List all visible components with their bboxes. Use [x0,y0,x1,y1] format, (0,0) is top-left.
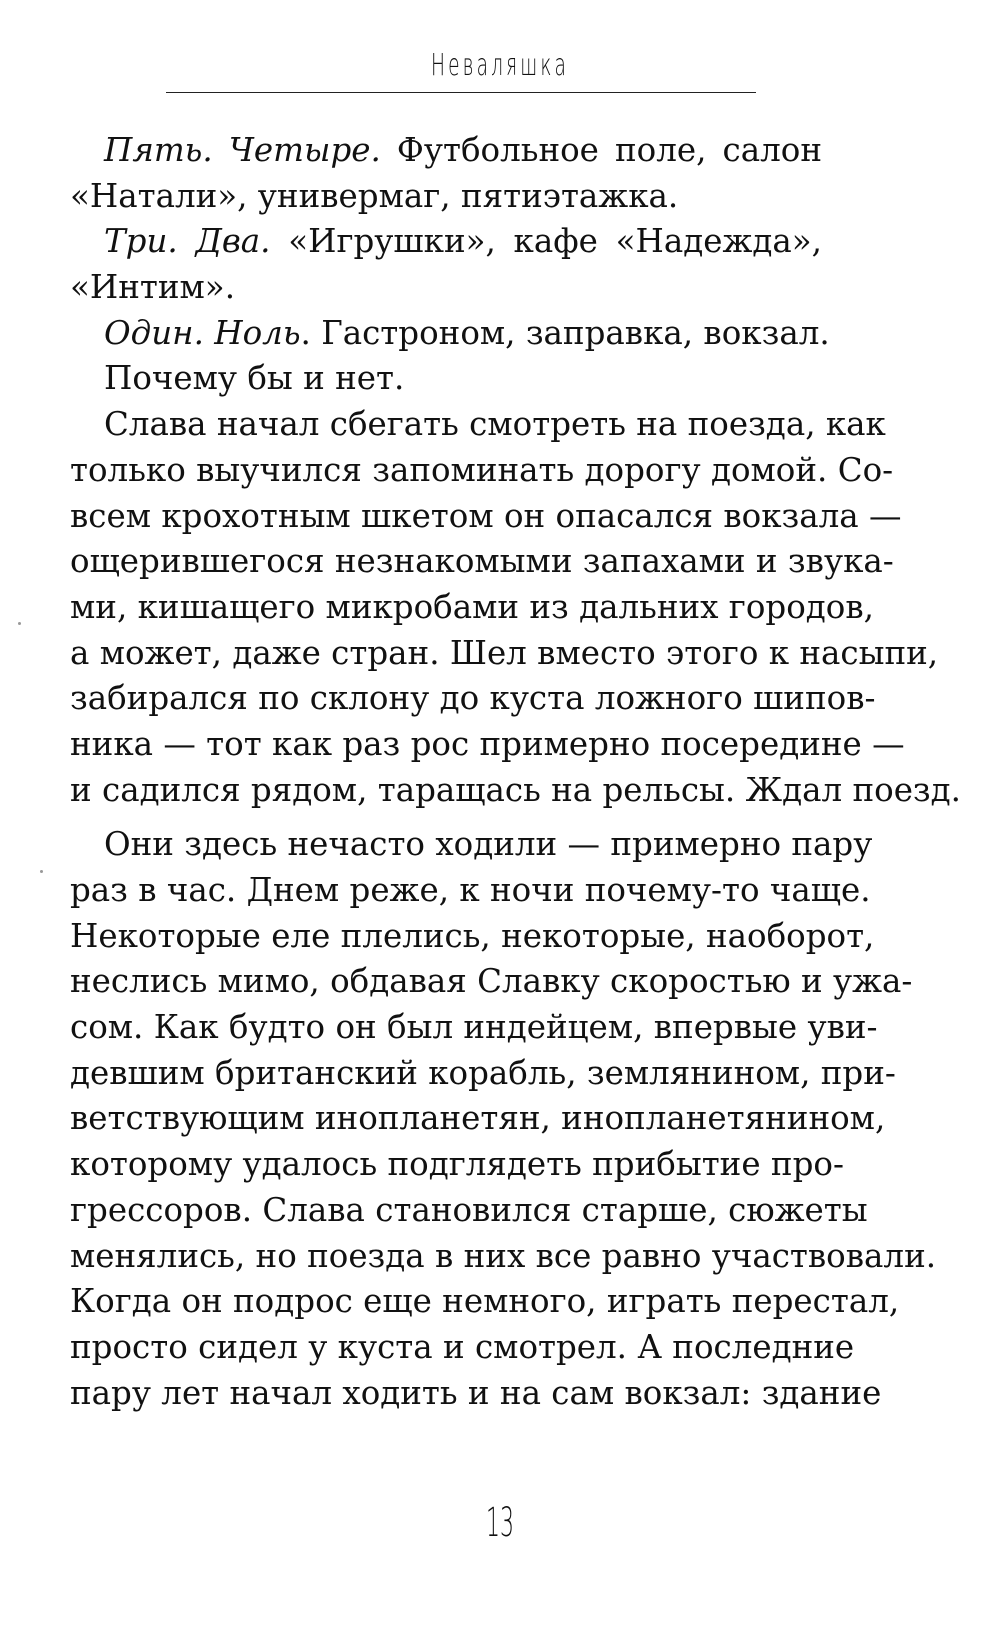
text-line [70,494,902,540]
text-run: ощерившегося незнакомыми запахами и звука- [70,542,894,581]
text-run: ми, кишащего микробами из дальних городов, [70,587,874,626]
text-line [70,174,822,220]
text-run: раз в час. Днем реже, к ночи почему-то чаще. [70,871,871,909]
text-line [70,868,871,914]
text-line [70,1279,900,1325]
text-run: «Натали», универмаг, пятиэтажка. [70,176,679,215]
text-line [70,768,961,814]
text-line [70,128,822,174]
text-line [70,265,822,311]
text-line [70,914,875,960]
text-run: всем крохотным шкетом он опасался вокзала — [70,496,902,535]
text-run: Футбольное поле, салон [380,131,822,169]
text-run: только выучился запоминать дорогу домой. Со- [70,450,894,489]
text-line [70,676,876,722]
header-rule [166,92,756,93]
text-run: . Гастроном, заправка, вокзал. [300,313,830,352]
text-run: девшим британский корабль, землянином, при- [70,1053,896,1092]
text-line [70,448,894,494]
paper-speck [40,870,43,873]
text-line [70,585,874,631]
text-run: Почему бы и нет. [104,359,405,398]
text-line [70,1051,896,1097]
text-line [70,822,873,868]
text-run: забирался по склону до куста ложного шипов- [70,679,876,718]
text-line [70,356,822,402]
text-run: грессоров. Слава становился старше, сюжеты [70,1190,868,1229]
italic-text: Пять. Четыре. [104,131,381,169]
text-line [70,402,886,448]
text-line [70,311,830,357]
text-run: и садился рядом, таращась на рельсы. Ждал поезд. [70,770,961,809]
body-text [70,128,961,1416]
text-run: а может, даже стран. Шел вместо этого к насыпи, [70,633,939,672]
text-run: «Игрушки», кафе «Надежда», [270,222,822,261]
text-run: Некоторые еле плелись, некоторые, наоборот, [70,916,875,955]
text-run: неслись мимо, обдавая Славку скоростью и ужа- [70,962,913,1001]
text-run: сом. Как будто он был индейцем, впервые уви- [70,1008,878,1047]
text-line [70,1234,937,1280]
running-head: Неваляшка [430,48,570,83]
text-line [70,1005,878,1051]
text-run: просто сидел у куста и смотрел. А последние [70,1327,855,1366]
text-line [70,722,905,768]
text-line [70,1188,868,1234]
text-run: менялись, но поезда в них все равно участвовали. [70,1236,937,1275]
text-run: Они здесь нечасто ходили — примерно пару [104,825,873,864]
text-run: Слава начал сбегать смотреть на поезда, как [104,405,886,444]
text-run: Когда он подрос еще немного, играть перестал, [70,1282,900,1321]
text-run: ника — тот как раз рос примерно посередине — [70,724,905,763]
text-line [70,1325,855,1371]
text-line [70,219,822,265]
text-line [70,959,913,1005]
italic-text: Три. Два. [104,222,271,261]
text-run: «Интим». [70,268,236,307]
text-line [70,631,939,677]
text-run: пару лет начал ходить и на сам вокзал: здание [70,1373,882,1412]
text-line [70,1142,844,1188]
text-line [70,539,894,585]
text-line [70,1371,882,1417]
text-run: ветствующим инопланетян, инопланетянином, [70,1099,886,1138]
paper-speck [18,622,21,625]
text-run: которому удалось подглядеть прибытие про- [70,1145,844,1184]
page-number: 13 [486,1500,514,1546]
italic-text: Один. Ноль [104,313,301,352]
text-line [70,1096,886,1142]
